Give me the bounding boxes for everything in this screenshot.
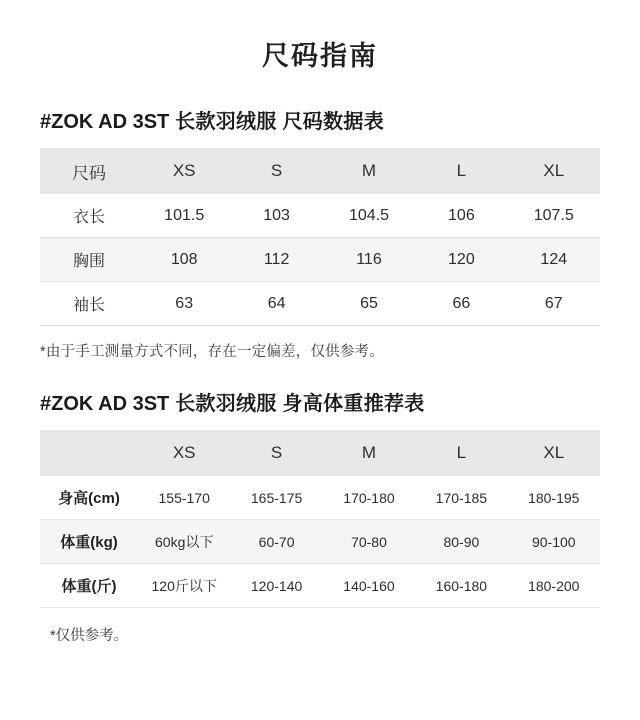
cell-sleeve-xl: 67 [508, 282, 600, 326]
cell-height-l: 170-185 [415, 476, 507, 520]
cell-height-xs: 155-170 [138, 476, 230, 520]
row-label-length: 衣长 [40, 194, 138, 238]
cell-weight-kg-xs: 60kg以下 [138, 520, 230, 564]
table-row [40, 520, 600, 564]
cell-sleeve-s: 64 [230, 282, 322, 326]
size-header-s: S [230, 148, 322, 194]
cell-weight-jin-l: 160-180 [415, 564, 507, 608]
page-title: 尺码指南 [262, 41, 378, 71]
recommend-table-heading-cn: 长款羽绒服 身高体重推荐表 [169, 393, 425, 415]
size-table-head [40, 148, 600, 194]
size-table-heading-latin: #ZOK AD 3ST [40, 111, 170, 133]
cell-weight-jin-xl: 180-200 [508, 564, 600, 608]
recommend-header-m: M [323, 430, 415, 476]
table-row [40, 564, 600, 608]
table-header-row [40, 430, 600, 476]
cell-height-s: 165-175 [230, 476, 322, 520]
recommend-header-xl: XL [508, 430, 600, 476]
recommend-table-heading [40, 387, 600, 416]
cell-length-xs: 101.5 [138, 194, 230, 238]
row-label-bust: 胸围 [40, 238, 138, 282]
recommend-table-body [40, 476, 600, 608]
recommend-table-heading-latin: #ZOK AD 3ST [40, 393, 170, 415]
recommend-header-s: S [230, 430, 322, 476]
recommend-table-note: *仅供参考。 [50, 628, 129, 644]
table-row [40, 194, 600, 238]
cell-weight-kg-s: 60-70 [230, 520, 322, 564]
cell-bust-xl: 124 [508, 238, 600, 282]
cell-bust-xs: 108 [138, 238, 230, 282]
cell-sleeve-m: 65 [323, 282, 415, 326]
table-row [40, 282, 600, 326]
cell-bust-l: 120 [415, 238, 507, 282]
size-table-body [40, 194, 600, 326]
size-table-heading-cn: 长款羽绒服 尺码数据表 [169, 111, 384, 133]
cell-length-s: 103 [230, 194, 322, 238]
size-data-table [40, 148, 600, 326]
cell-weight-jin-m: 140-160 [323, 564, 415, 608]
cell-height-m: 170-180 [323, 476, 415, 520]
cell-length-xl: 107.5 [508, 194, 600, 238]
table-header-row [40, 148, 600, 194]
cell-bust-m: 116 [323, 238, 415, 282]
recommend-header-blank [40, 430, 138, 476]
table-row [40, 476, 600, 520]
size-table-heading [40, 105, 600, 134]
cell-height-xl: 180-195 [508, 476, 600, 520]
cell-length-l: 106 [415, 194, 507, 238]
cell-length-m: 104.5 [323, 194, 415, 238]
size-header-m: M [323, 148, 415, 194]
cell-weight-kg-xl: 90-100 [508, 520, 600, 564]
size-header-xl: XL [508, 148, 600, 194]
cell-weight-kg-l: 80-90 [415, 520, 507, 564]
recommend-table [40, 430, 600, 608]
recommend-header-xs: XS [138, 430, 230, 476]
cell-bust-s: 112 [230, 238, 322, 282]
size-table-note: *由于手工测量方式不同，存在一定偏差，仅供参考。 [40, 344, 384, 360]
row-label-height: 身高(cm) [40, 476, 138, 520]
recommend-section [0, 387, 640, 645]
cell-sleeve-l: 66 [415, 282, 507, 326]
cell-sleeve-xs: 63 [138, 282, 230, 326]
recommend-header-l: L [415, 430, 507, 476]
recommend-table-head [40, 430, 600, 476]
cell-weight-jin-s: 120-140 [230, 564, 322, 608]
row-label-weight-jin: 体重(斤) [40, 564, 138, 608]
size-data-section [0, 105, 640, 361]
size-header-l: L [415, 148, 507, 194]
size-header-label: 尺码 [40, 148, 138, 194]
row-label-sleeve: 袖长 [40, 282, 138, 326]
cell-weight-kg-m: 70-80 [323, 520, 415, 564]
size-header-xs: XS [138, 148, 230, 194]
table-row [40, 238, 600, 282]
row-label-weight-kg: 体重(kg) [40, 520, 138, 564]
cell-weight-jin-xs: 120斤以下 [138, 564, 230, 608]
